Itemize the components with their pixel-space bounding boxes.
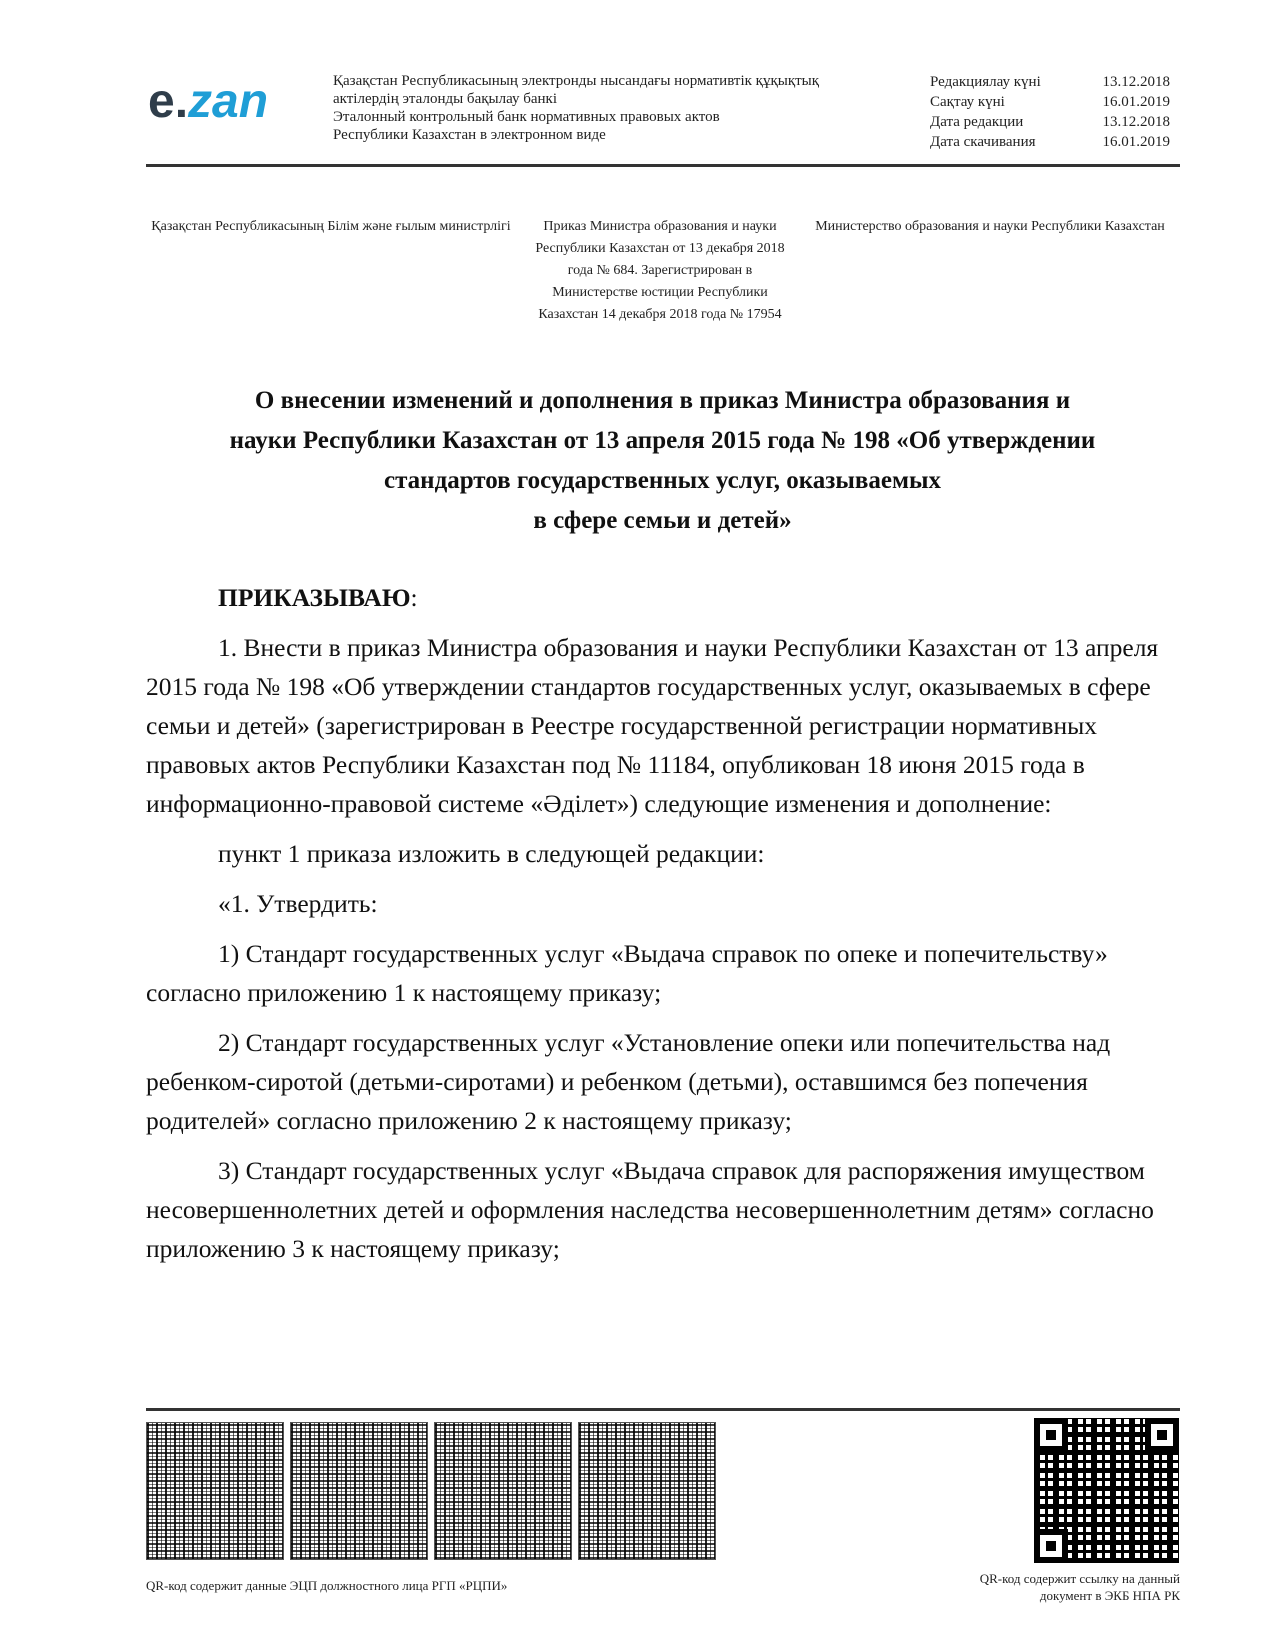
header-divider (146, 164, 1180, 167)
meta-row: Дата редакции 13.12.2018 (930, 114, 1170, 130)
title-line: О внесении изменений и дополнения в приказ Министра образования и (254, 387, 1071, 414)
meta-row: Дата скачивания 16.01.2019 (930, 134, 1170, 150)
paragraph: 1. Внести в приказ Министра образования и науки Республики Казахстан от 13 апреля 2015 года № 198 «Об утверждении стандартов государственных услуг, оказываемых в сфере семьи и детей» (зарегистрирован в Реестре государственной регистрации нормативных правовых актов Республики Казахстан под № 11184, опубликован 18 июня 2015 года в информационно-правовой системе «Әділет») следующие изменения и дополнение: (146, 633, 1159, 818)
qr-finder-pattern (1034, 1529, 1068, 1563)
bank-description (333, 72, 893, 144)
paragraph: 3) Стандарт государственных услуг «Выдача справок для распоряжения имуществом несовершеннолетних детей и оформления наследства несовершеннолетним детям» согласно приложению 3 к настоящему приказу; (146, 1156, 1154, 1263)
bank-line: Қазақстан Республикасының электронды нысандағы нормативтік құқықтық (333, 73, 820, 89)
bank-line: актілердің эталонды бақылау банкі (333, 91, 557, 107)
prikaz-heading: ПРИКАЗЫВАЮ: (218, 583, 418, 612)
qr-caption-link: QR-код содержит ссылку на данный документ в ЭКБ НПА РК (979, 1571, 1180, 1603)
signature-qr-code (146, 1422, 284, 1560)
title-line: стандартов государственных услуг, оказываемых (383, 467, 942, 494)
signature-qr-code (578, 1422, 716, 1560)
ezan-logo: e.zan (148, 75, 269, 128)
issuer-russian: Министерство образования и науки Республики Казахстан (815, 219, 1165, 234)
document-body (146, 578, 1180, 1279)
paragraph: «1. Утвердить: (218, 889, 378, 918)
title-line: в сфере семьи и детей» (533, 507, 792, 534)
qr-finder-pattern (1034, 1418, 1068, 1452)
footer-divider (146, 1408, 1180, 1411)
bank-line: Республики Казахстан в электронном виде (333, 127, 606, 143)
document-dates (930, 72, 1170, 152)
meta-row: Редакциялау күні 13.12.2018 (930, 74, 1170, 90)
document-title (130, 381, 1195, 541)
paragraph: 2) Стандарт государственных услуг «Установление опеки или попечительства над ребенком-сиротой (детьми-сиротами) и ребенком (детьми), оставшимся без попечения родителей» согласно приложению 2 к настоящему приказу; (146, 1028, 1111, 1135)
title-line: науки Республики Казахстан от 13 апреля 2015 года № 198 «Об утверждении (229, 427, 1096, 454)
meta-row: Сақтау күні 16.01.2019 (930, 94, 1170, 110)
document-link-qr-code (1034, 1418, 1179, 1563)
paragraph: пункт 1 приказа изложить в следующей редакции: (218, 839, 765, 868)
qr-caption-signature: QR-код содержит данные ЭЦП должностного лица РГП «РЦПИ» (146, 1578, 508, 1593)
order-reference: Приказ Министра образования и науки Республики Казахстан от 13 декабря 2018 года № 684. Зарегистрирован в Министерстве юстиции Республики Казахстан 14 декабря 2018 года № 17954 (535, 219, 785, 322)
issuer-kazakh: Қазақстан Республикасының Білім және ғылым министрлігі (151, 219, 511, 234)
signature-qr-code (290, 1422, 428, 1560)
bank-line: Эталонный контрольный банк нормативных правовых актов (333, 109, 720, 125)
paragraph: 1) Стандарт государственных услуг «Выдача справок по опеке и попечительству» согласно приложению 1 к настоящему приказу; (146, 939, 1108, 1007)
qr-finder-pattern (1145, 1418, 1179, 1452)
signature-qr-code (434, 1422, 572, 1560)
